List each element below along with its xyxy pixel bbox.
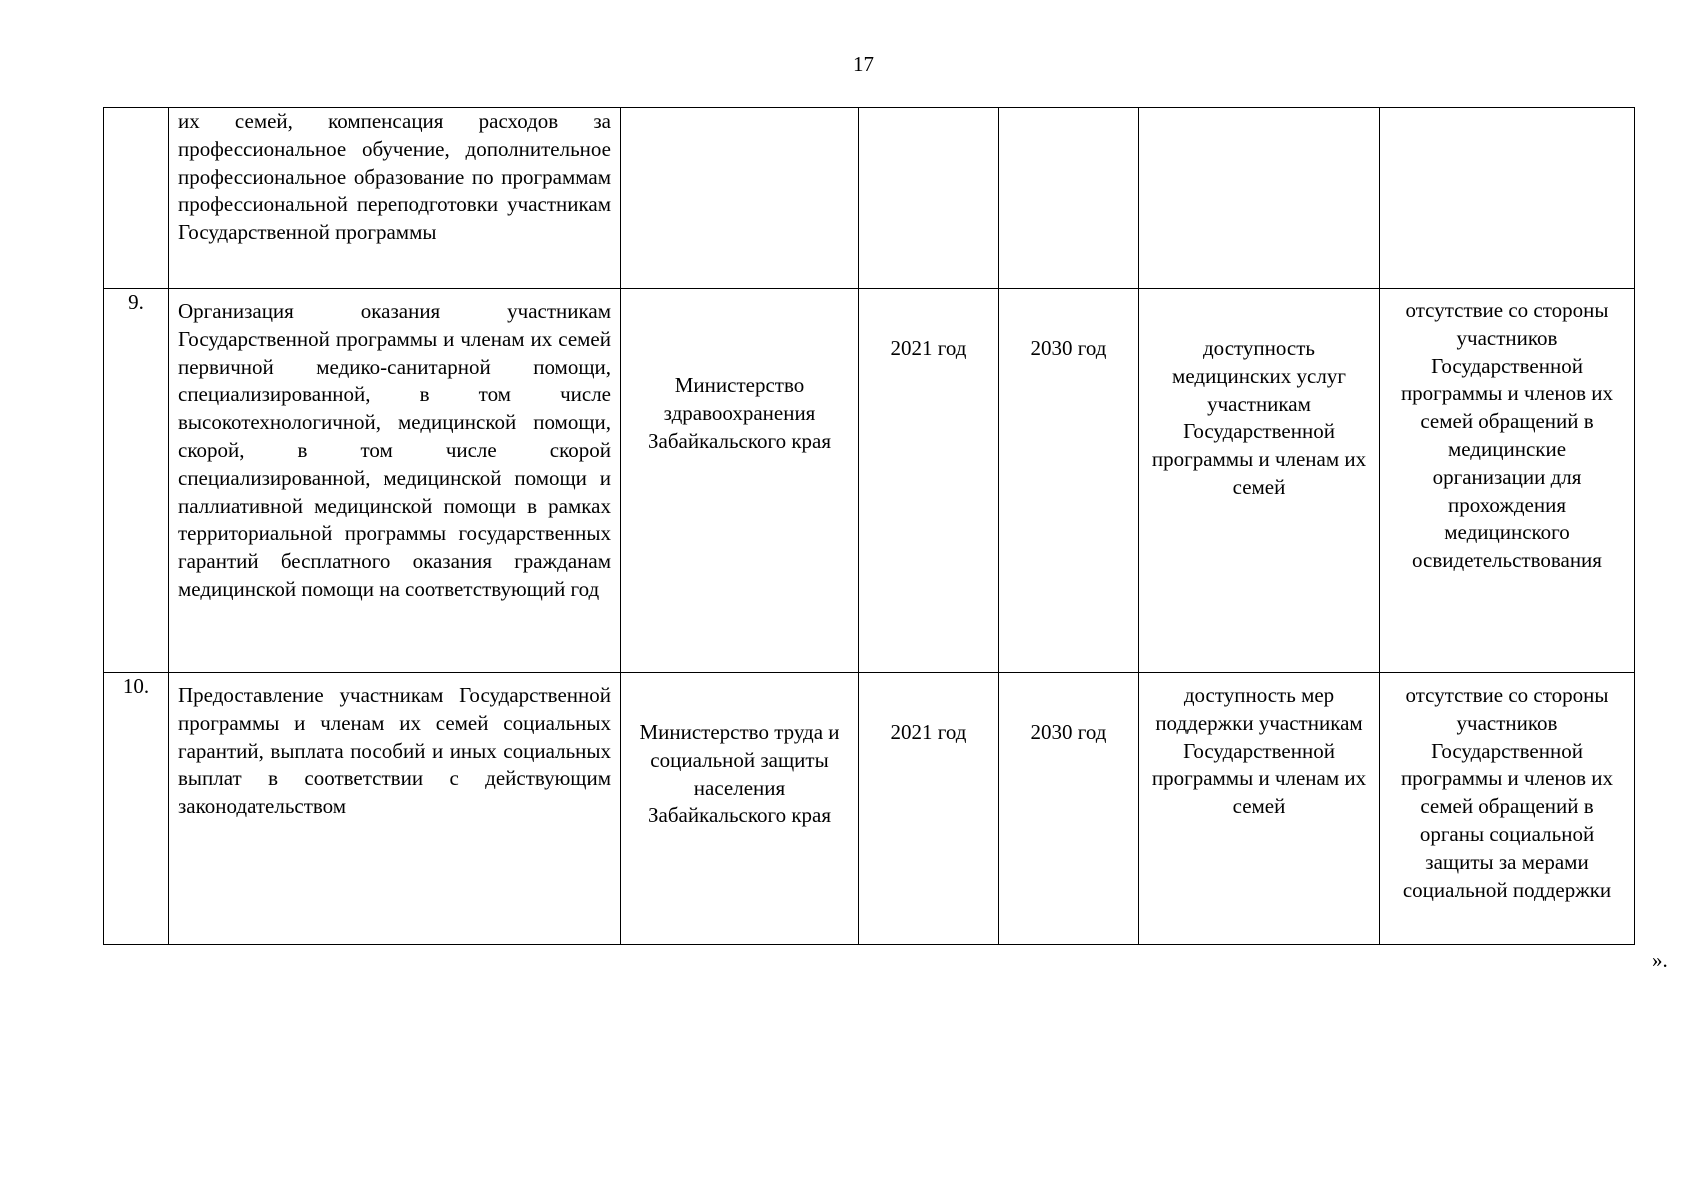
measure-description: Предоставление участникам Государственной программы и членам их семей социальных гарантий, выплата пособий и иных социальных выплат в соответствии с действующим законодательством — [169, 673, 621, 945]
end-year-cell — [999, 108, 1139, 289]
row-number — [104, 108, 169, 289]
measures-table — [103, 107, 1635, 945]
table-row — [104, 673, 1635, 945]
measure-description: их семей, компенсация расходов за профессиональное обучение, дополнительное профессиональное образование по программам профессиональной переподготовки участникам Государственной программы — [169, 108, 621, 289]
executor-cell: Министерство труда и социальной защиты населения Забайкальского края — [621, 673, 859, 945]
table-row — [104, 108, 1635, 289]
start-year-cell — [859, 108, 999, 289]
measure-description: Организация оказания участникам Государственной программы и членам их семей первичной медико-санитарной помощи, специализированной, в том числе высокотехнологичной, медицинской помощи, скорой, в том числе скорой специализированной, медицинской помощи и паллиативной медицинской помощи в рамках территориальной программы государственных гарантий бесплатного оказания гражданам медицинской помощи на соответствующий год — [169, 289, 621, 673]
outcome-cell — [1139, 108, 1380, 289]
start-year-cell: 2021 год — [859, 289, 999, 673]
table-row — [104, 289, 1635, 673]
row-number: 10. — [104, 673, 169, 945]
end-year-cell: 2030 год — [999, 673, 1139, 945]
criterion-cell: отсутствие со стороны участников Государственной программы и членов их семей обращений в органы социальной защиты за мерами социальной поддержки — [1380, 673, 1635, 945]
page-number: 17 — [853, 52, 874, 76]
end-year-cell: 2030 год — [999, 289, 1139, 673]
outcome-cell: доступность мер поддержки участникам Государственной программы и членам их семей — [1139, 673, 1380, 945]
start-year-cell: 2021 год — [859, 673, 999, 945]
executor-cell: Министерство здравоохранения Забайкальского края — [621, 289, 859, 673]
criterion-cell — [1380, 108, 1635, 289]
executor-cell — [621, 108, 859, 289]
closing-quote-mark: ». — [1652, 948, 1668, 972]
criterion-cell: отсутствие со стороны участников Государственной программы и членов их семей обращений в медицинские организации для прохождения медицинского освидетельствования — [1380, 289, 1635, 673]
outcome-cell: доступность медицинских услуг участникам Государственной программы и членам их семей — [1139, 289, 1380, 673]
row-number: 9. — [104, 289, 169, 673]
